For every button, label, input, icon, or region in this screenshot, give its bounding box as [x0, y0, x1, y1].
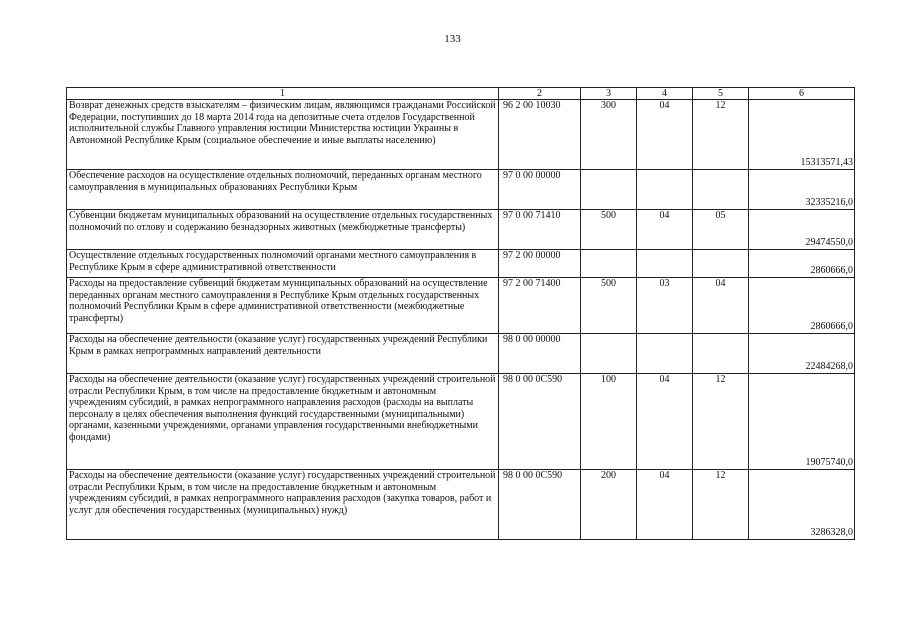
row-description: Расходы на обеспечение деятельности (оказание услуг) государственных учреждений строительной отрасли Республики Крым, в том числе на предоставление бюджетным и автономным учреждениям субсидий, в рамках непрограммного направления расходов (закупка товаров, работ и услуг для обеспечения государственных (муниципальных) нужд)	[67, 470, 499, 540]
row-amount: 32335216,0	[749, 170, 855, 210]
header-col-1: 1	[67, 88, 499, 100]
row-code: 97 2 00 00000	[499, 250, 581, 278]
row-description: Обеспечение расходов на осуществление отдельных полномочий, переданных органам местного самоуправления в муниципальных образованиях Республики Крым	[67, 170, 499, 210]
row-amount: 2860666,0	[749, 278, 855, 334]
row-amount: 2860666,0	[749, 250, 855, 278]
page-number: 133	[444, 33, 461, 45]
row-col-3: 100	[581, 374, 637, 470]
row-description: Возврат денежных средств взыскателям – физическим лицам, являющимся гражданами Российской Федерации, поступивших до 18 марта 2014 года на депозитные счета отделов Государственной исполнительной службы Главного управления юстиции Министерства юстиции Украины в Автономной Республике Крым (социальное обеспечение и иные выплаты населению)	[67, 100, 499, 170]
table-row	[67, 470, 855, 540]
table-row	[67, 374, 855, 470]
row-col-5: 12	[693, 470, 749, 540]
table-row	[67, 334, 855, 374]
row-col-4: 04	[637, 100, 693, 170]
row-code: 97 0 00 00000	[499, 170, 581, 210]
row-col-3	[581, 250, 637, 278]
row-code: 97 2 00 71400	[499, 278, 581, 334]
row-col-3: 300	[581, 100, 637, 170]
row-col-3: 200	[581, 470, 637, 540]
row-col-5: 05	[693, 210, 749, 250]
row-amount: 3286328,0	[749, 470, 855, 540]
row-description: Осуществление отдельных государственных полномочий органами местного самоуправления в Республике Крым в сфере административной ответственности	[67, 250, 499, 278]
row-col-3	[581, 170, 637, 210]
row-code: 98 0 00 0С590	[499, 470, 581, 540]
row-code: 98 0 00 0С590	[499, 374, 581, 470]
table-row	[67, 210, 855, 250]
row-col-4: 04	[637, 470, 693, 540]
header-col-2: 2	[499, 88, 581, 100]
header-col-4: 4	[637, 88, 693, 100]
table-row	[67, 250, 855, 278]
row-description: Расходы на обеспечение деятельности (оказание услуг) государственных учреждений строительной отрасли Республики Крым, в том числе на предоставление бюджетным и автономным учреждениям субсидий, в рамках непрограммного направления расходов (расходы на выплаты персоналу в целях обеспечения выполнения функций государственными (муниципальными) органами, казенными учреждениями, органами управления государственными внебюджетными фондами)	[67, 374, 499, 470]
table-row	[67, 170, 855, 210]
budget-table	[66, 87, 855, 540]
row-col-3: 500	[581, 210, 637, 250]
row-col-5: 04	[693, 278, 749, 334]
row-description: Расходы на предоставление субвенций бюджетам муниципальных образований на осуществление переданных органам местного самоуправления в Республике Крым отдельных государственных полномочий Республики Крым в сфере административной ответственности (межбюджетные трансферты)	[67, 278, 499, 334]
header-col-3: 3	[581, 88, 637, 100]
header-col-5: 5	[693, 88, 749, 100]
row-col-3	[581, 334, 637, 374]
row-col-5	[693, 170, 749, 210]
table-header-row	[67, 88, 855, 100]
budget-table-container	[66, 87, 855, 540]
row-code: 97 0 00 71410	[499, 210, 581, 250]
row-col-5	[693, 334, 749, 374]
row-col-4: 04	[637, 374, 693, 470]
row-code: 98 0 00 00000	[499, 334, 581, 374]
row-col-4: 03	[637, 278, 693, 334]
row-col-4	[637, 170, 693, 210]
row-col-4	[637, 334, 693, 374]
row-amount: 15313571,43	[749, 100, 855, 170]
row-col-3: 500	[581, 278, 637, 334]
row-amount: 29474550,0	[749, 210, 855, 250]
row-code: 96 2 00 10030	[499, 100, 581, 170]
table-row	[67, 278, 855, 334]
row-col-4: 04	[637, 210, 693, 250]
row-col-4	[637, 250, 693, 278]
row-col-5: 12	[693, 100, 749, 170]
header-col-6: 6	[749, 88, 855, 100]
row-description: Субвенции бюджетам муниципальных образований на осуществление отдельных государственных полномочий по отлову и содержанию безнадзорных животных (межбюджетные трансферты)	[67, 210, 499, 250]
row-amount: 22484268,0	[749, 334, 855, 374]
row-amount: 19075740,0	[749, 374, 855, 470]
row-description: Расходы на обеспечение деятельности (оказание услуг) государственных учреждений Республики Крым в рамках непрограммных направлений деятельности	[67, 334, 499, 374]
table-row	[67, 100, 855, 170]
row-col-5	[693, 250, 749, 278]
row-col-5: 12	[693, 374, 749, 470]
